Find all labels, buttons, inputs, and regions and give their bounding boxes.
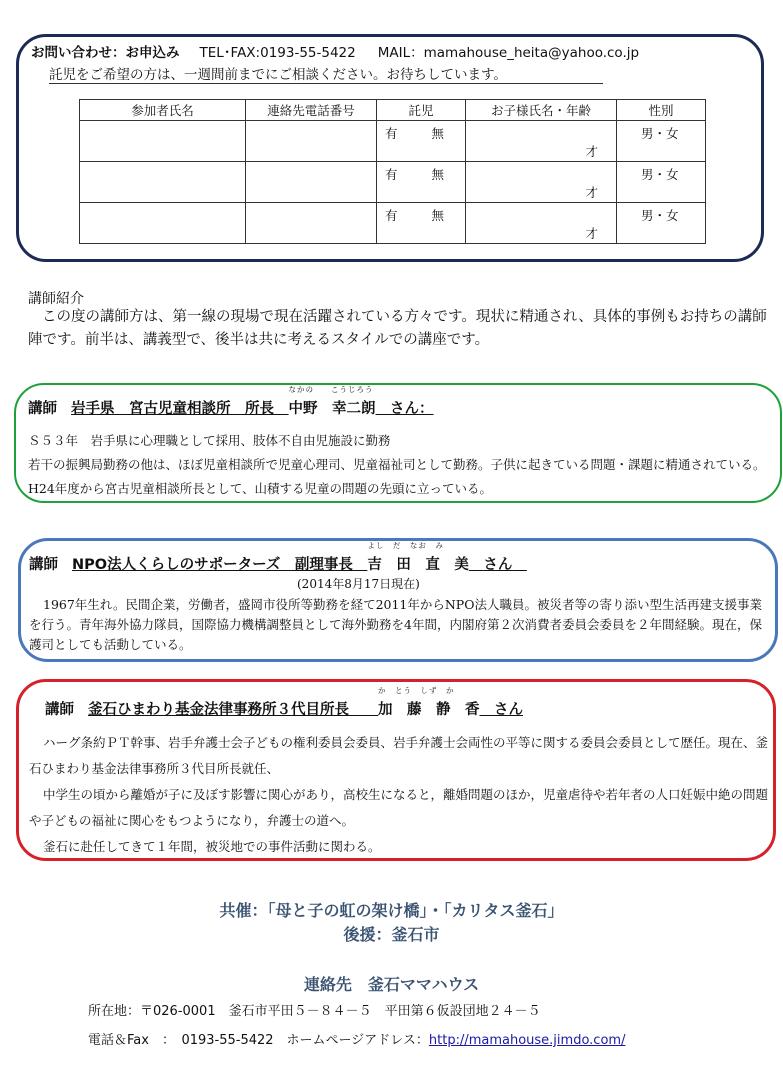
lecturer-affiliation: NPO法人くらしのサポーターズ 副理事長 — [72, 557, 353, 573]
support-line: 後援：釜石市 — [343, 925, 440, 944]
header-gender: 性別 — [617, 100, 706, 121]
lecturer-box-kato — [16, 679, 776, 861]
gender-cell[interactable] — [617, 203, 706, 244]
gender-options[interactable]: 男・女 — [641, 167, 679, 182]
age-unit: 才 — [585, 144, 598, 159]
lecturer-affiliation: 釜石ひまわり基金法律事務所３代目所長 — [88, 702, 349, 718]
contact-mail: MAIL：mamahouse_heita@yahoo.co.jp — [377, 45, 640, 61]
lecturer-affiliation: 岩手県 宮古児童相談所 所長 — [71, 401, 274, 417]
child-name-age-cell[interactable] — [466, 162, 617, 203]
lecturer-furigana: よし だ なお み — [367, 541, 444, 550]
gender-cell[interactable] — [617, 162, 706, 203]
table-row — [80, 203, 706, 244]
childcare-yes[interactable]: 有 — [385, 208, 398, 223]
lecturer-box-yoshida — [18, 538, 778, 662]
header-participant-name: 参加者氏名 — [80, 100, 246, 121]
childcare-no[interactable]: 無 — [431, 167, 445, 182]
lecturer-profile — [29, 730, 771, 860]
age-unit: 才 — [585, 185, 598, 200]
lecturer-heading — [45, 686, 523, 719]
table-header-row — [80, 100, 706, 121]
lecturer-name: 加 藤 静 香 — [378, 702, 480, 718]
lecturer-name: 吉 田 直 美 — [367, 557, 469, 573]
lecturer-honorific: さん — [483, 557, 513, 573]
participant-name-cell[interactable] — [80, 162, 246, 203]
contact-organization: 連絡先 釜石ママハウス — [303, 975, 480, 994]
phone-cell[interactable] — [246, 203, 377, 244]
lecturer-name: 中野 幸二朗 — [288, 401, 376, 417]
lecturer-profile — [28, 429, 768, 501]
profile-line: Ｓ５３年 岩手県に心理職として採用、肢体不自由児施設に勤務 — [28, 433, 391, 448]
childcare-cell[interactable] — [377, 162, 466, 203]
contact-label: お問い合わせ：お申込み — [31, 45, 180, 61]
child-name-age-cell[interactable] — [466, 203, 617, 244]
as-of-date: (2014年8月17日現在) — [297, 577, 420, 591]
childcare-yes[interactable]: 有 — [385, 167, 398, 182]
lecturer-honorific: さん： — [390, 401, 434, 417]
gender-options[interactable]: 男・女 — [641, 126, 679, 141]
application-form-box — [16, 34, 764, 262]
childcare-note: 託児をご希望の方は、一週間前までにご相談ください。お待ちしています。 — [49, 63, 603, 84]
participant-name-cell[interactable] — [80, 203, 246, 244]
lecturer-box-nakano — [14, 383, 782, 503]
address-line: 所在地：〒026-0001 釜石市平田５－８４－５ 平田第６仮設団地２４－５ — [88, 1004, 541, 1019]
lecturer-heading — [29, 541, 527, 574]
participant-name-cell[interactable] — [80, 121, 246, 162]
table-row — [80, 162, 706, 203]
intro-title: 講師紹介 — [28, 291, 84, 307]
profile-line: ハーグ条約ＰＴ幹事、岩手弁護士会子どもの権利委員会委員、岩手弁護士会両性の平等に関する委員会委員として歴任。現在、釜石ひまわり基金法律事務所３代目所長就任、 — [29, 735, 769, 776]
lecturer-profile — [29, 595, 769, 655]
profile-line: 若干の振興局勤務の他は、ほぼ児童相談所で児童心理司、児童福祉司として勤務。子供に起きている問題・課題に精通されている。H24年度から宮古児童相談所長として、山積する児童の問題の先頭に立っている。 — [28, 457, 766, 496]
lecturer-heading — [28, 385, 434, 418]
table-row — [80, 121, 706, 162]
contact-line — [31, 41, 639, 61]
lecturer-honorific: さん — [494, 702, 523, 718]
child-name-age-cell[interactable] — [466, 121, 617, 162]
lecturer-role: 講師 — [45, 702, 74, 718]
header-child-name-age: お子様氏名・年齢 — [466, 100, 617, 121]
co-host-line: 共催：「母と子の虹の架け橋」・「カリタス釜石」 — [219, 901, 564, 920]
lecturer-furigana: か とう しず か — [378, 686, 455, 695]
phone-cell[interactable] — [246, 121, 377, 162]
phone-fax: 電話＆Fax ： 0193-55-5422 ホームページアドレス： — [88, 1033, 429, 1048]
header-childcare: 託児 — [377, 100, 466, 121]
application-table — [79, 99, 706, 244]
age-unit: 才 — [585, 226, 598, 241]
header-phone: 連絡先電話番号 — [246, 100, 377, 121]
phone-line — [88, 1029, 625, 1048]
childcare-cell[interactable] — [377, 121, 466, 162]
homepage-link[interactable]: http://mamahouse.jimdo.com/ — [428, 1033, 626, 1048]
lecturer-furigana: なかの こうじろう — [288, 385, 374, 394]
lecturer-role: 講師 — [28, 401, 57, 417]
childcare-no[interactable]: 無 — [431, 126, 445, 141]
profile-line: 1967年生れ。民間企業，労働者，盛岡市役所等勤務を経て2011年からNPO法人職員。被災者等の寄り添い型生活再建支援事業を行う。青年海外協力隊員，国際協力機構調整員として海外勤務を4年間，内閣府第２次消費者委員会委員を２年間経験。現在，保護司としても活動している。 — [29, 597, 762, 652]
childcare-no[interactable]: 無 — [431, 208, 445, 223]
childcare-cell[interactable] — [377, 203, 466, 244]
childcare-yes[interactable]: 有 — [385, 126, 398, 141]
intro-text: この度の講師方は、第一線の現場で現在活躍されている方々です。現状に精通され、具体的事例もお持ちの講師陣です。前半は、講義型で、後半は共に考えるスタイルでの講座です。 — [28, 309, 767, 348]
phone-cell[interactable] — [246, 162, 377, 203]
lecturer-role: 講師 — [29, 557, 58, 573]
gender-options[interactable]: 男・女 — [641, 208, 679, 223]
gender-cell[interactable] — [617, 121, 706, 162]
contact-tel: TEL･FAX:0193-55-5422 — [199, 45, 356, 61]
profile-line: 中学生の頃から離婚が子に及ぼす影響に関心があり，高校生になると，離婚問題のほか，児童虐待や若年者の人口妊娠中絶の問題や子どもの福祉に関心をもつようになり，弁護士の道へ。 — [29, 787, 769, 828]
profile-line: 釜石に赴任してきて１年間，被災地での事件活動に関わる。 — [43, 839, 381, 854]
